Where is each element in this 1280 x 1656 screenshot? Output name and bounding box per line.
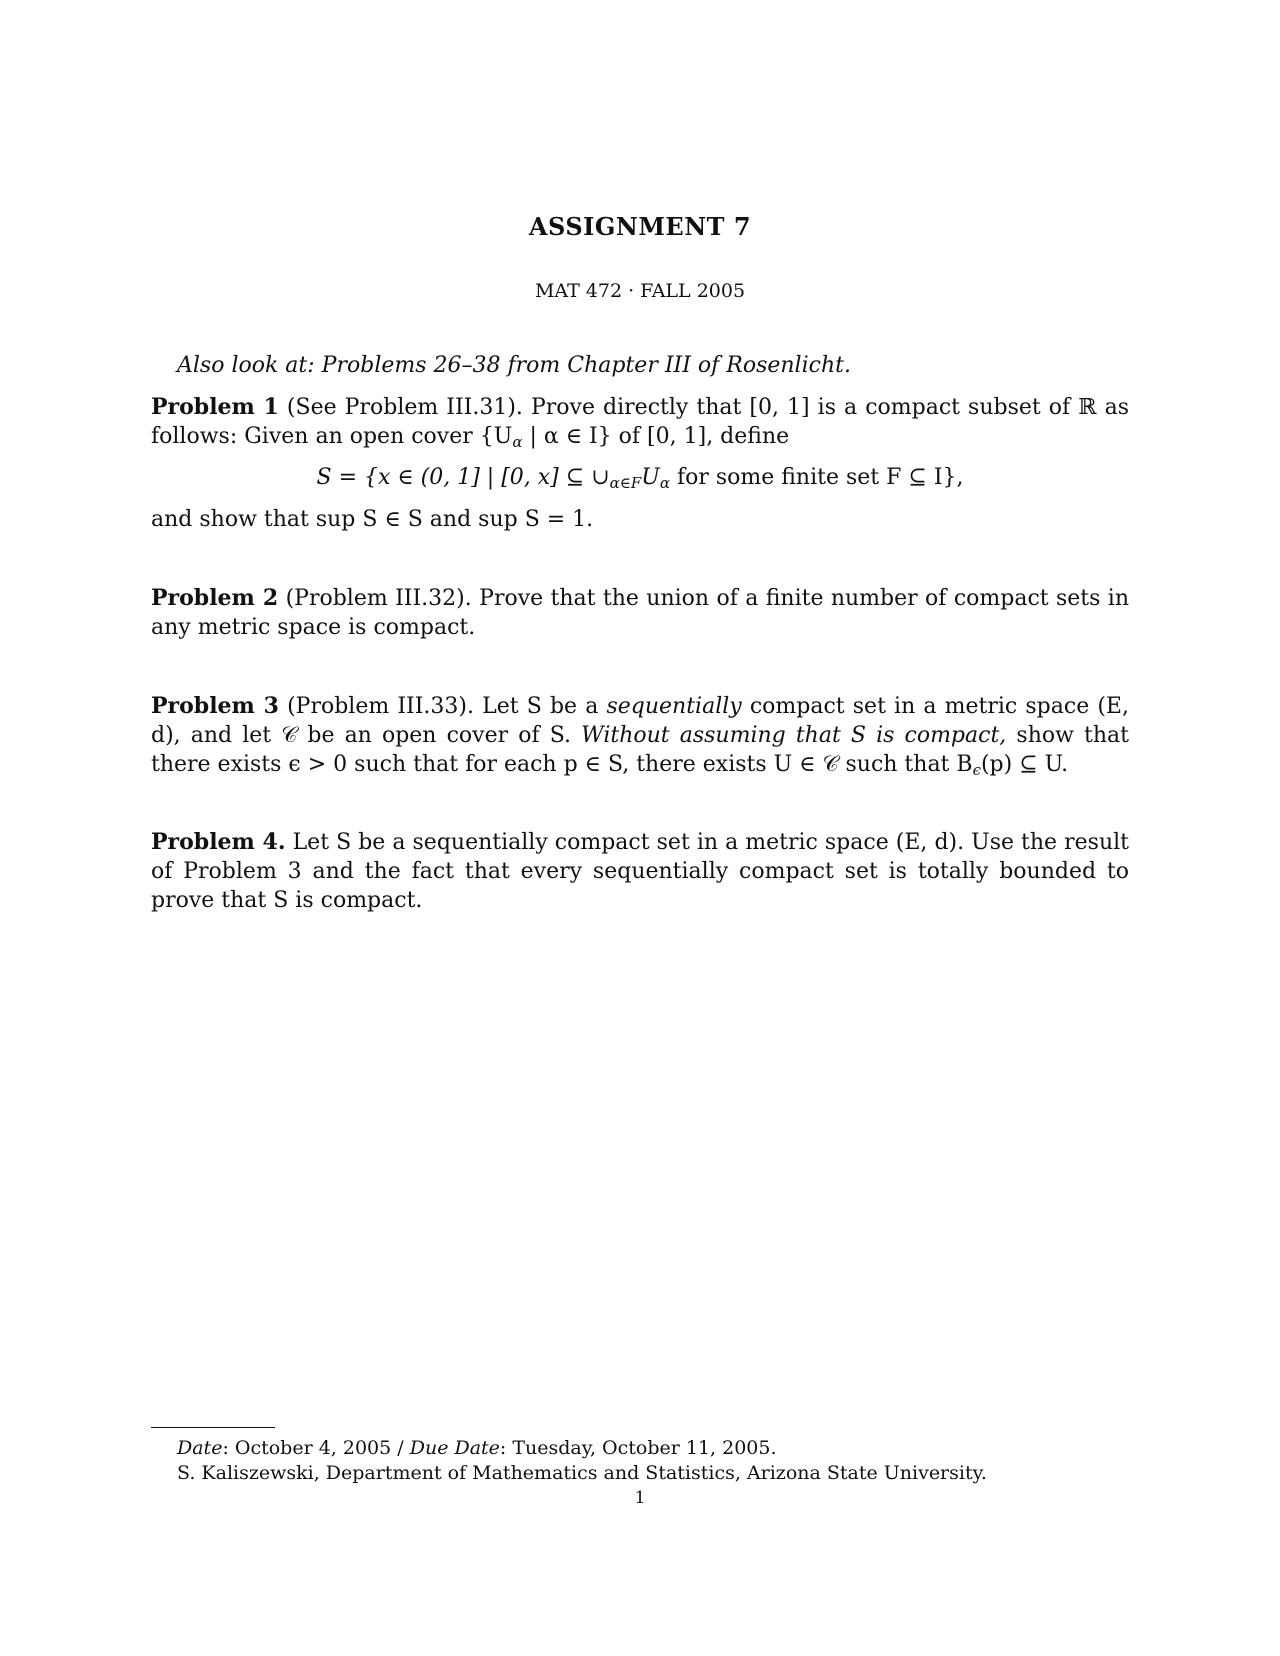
equation-part-b: U bbox=[641, 465, 660, 490]
footnote-author: S. Kaliszewski, Department of Mathematics and Statistics, Arizona State University. bbox=[177, 1462, 987, 1484]
problem-1-subscript: α bbox=[512, 433, 523, 451]
problem-3-emphasis-2: Without assuming that S is compact, bbox=[581, 723, 1007, 748]
problem-4-label: Problem 4. bbox=[151, 829, 286, 855]
problem-3-ref: (Problem III.33). bbox=[287, 694, 474, 719]
equation-sub-b: α bbox=[659, 474, 670, 492]
problem-3-text-a: Let S be a bbox=[482, 694, 599, 719]
problem-1-display-equation bbox=[0, 465, 1280, 492]
course-subtitle: MAT 472 · FALL 2005 bbox=[534, 280, 746, 302]
problem-3-label: Problem 3 bbox=[151, 693, 279, 719]
due-date-label: Due Date bbox=[409, 1437, 500, 1459]
problem-1-text-a: Prove directly that [0, 1] is a compact subset of ℝ as follows: Given an open cover {U bbox=[151, 395, 1129, 449]
date-value: : October 4, 2005 / bbox=[222, 1437, 410, 1459]
problem-3-emphasis-1: sequentially bbox=[606, 694, 742, 719]
problem-3 bbox=[151, 692, 1129, 785]
page-number: 1 bbox=[634, 1488, 646, 1508]
problem-1-conclusion: and show that sup S ∈ S and sup S = 1. bbox=[151, 507, 594, 532]
equation-sub-a: α∈F bbox=[609, 474, 642, 492]
equation-part-a: S = {x ∈ (0, 1] | [0, x] ⊆ ∪ bbox=[316, 465, 610, 490]
problem-3-subscript: ϵ bbox=[972, 761, 981, 779]
problem-2-label: Problem 2 bbox=[151, 585, 279, 611]
due-date-value: : Tuesday, October 11, 2005. bbox=[499, 1437, 777, 1459]
problem-1-label: Problem 1 bbox=[151, 394, 279, 420]
problem-2-text: Prove that the union of a finite number of compact sets in any metric space is compact. bbox=[151, 586, 1130, 640]
problem-1-ref: (See Problem III.31). bbox=[286, 395, 523, 420]
footnote-dates bbox=[177, 1437, 1177, 1459]
problem-3-text-d: (p) ⊆ U. bbox=[980, 752, 1069, 777]
equation-part-c: for some finite set F ⊆ I}, bbox=[669, 465, 964, 490]
problem-3-text-b: compact set in a metric space (E, d), and let 𝒞 be an open cover of S. bbox=[151, 694, 1129, 748]
problem-2 bbox=[151, 584, 1129, 642]
intro-note: Also look at: Problems 26–38 from Chapter III of Rosenlicht. bbox=[177, 353, 851, 378]
problem-3-text-c: show that there exists ϵ > 0 such that for each p ∈ S, there exists U ∈ 𝒞 such that B bbox=[151, 723, 1130, 777]
document-title: ASSIGNMENT 7 bbox=[528, 212, 752, 241]
problem-4-text: Let S be a sequentially compact set in a metric space (E, d). Use the result of Problem 3 and the fact that every sequentially compact set is totally bounded to prove that S is compact. bbox=[151, 830, 1129, 913]
problem-1-text-b: | α ∈ I} of [0, 1], define bbox=[522, 424, 790, 449]
problem-2-ref: (Problem III.32). bbox=[285, 586, 472, 611]
problem-4 bbox=[151, 828, 1129, 915]
footnote-rule bbox=[151, 1427, 275, 1428]
problem-1 bbox=[151, 393, 1129, 457]
date-label: Date bbox=[177, 1437, 223, 1459]
